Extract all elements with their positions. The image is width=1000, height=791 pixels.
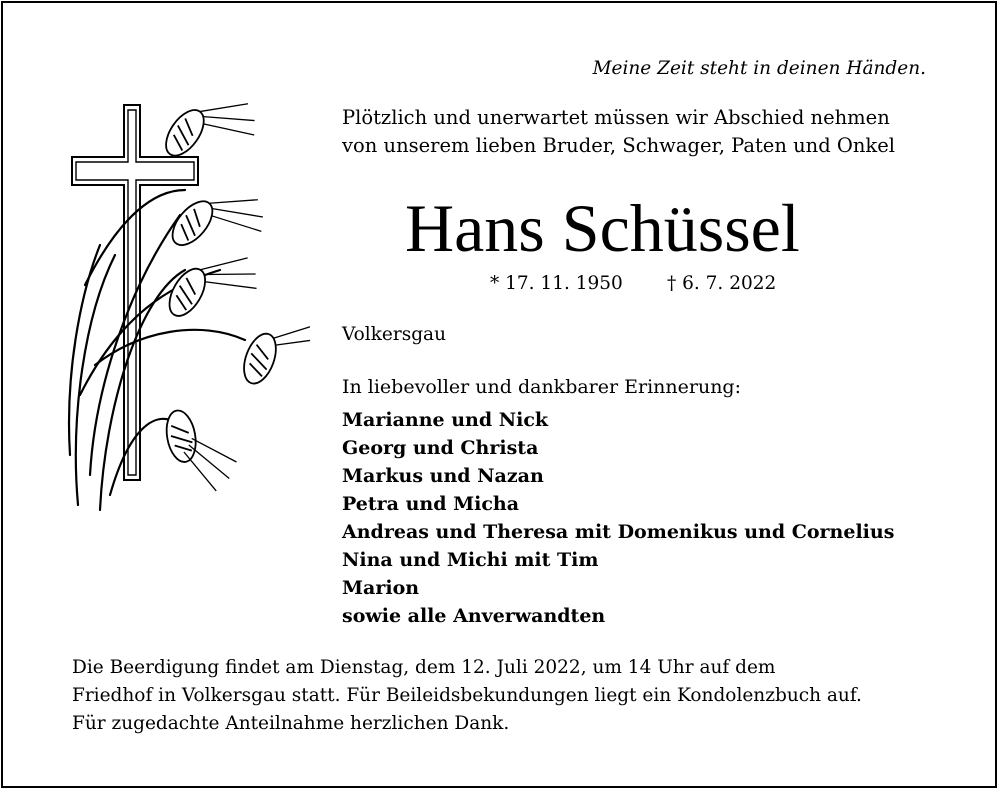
- mourner-item: Georg und Christa: [342, 437, 539, 459]
- funeral-line: Für zugedachte Anteilnahme herzlichen Dank.: [72, 713, 510, 734]
- mourner-item: Marion: [342, 577, 420, 599]
- mourner-item: Petra und Micha: [342, 493, 520, 515]
- deceased-name: Hans Schüssel: [405, 190, 800, 266]
- cross-with-wheat-icon: [60, 95, 310, 520]
- mourner-item: Markus und Nazan: [342, 465, 544, 487]
- motto: Meine Zeit steht in deinen Händen.: [592, 58, 926, 79]
- mourner-item: sowie alle Anverwandten: [342, 605, 606, 627]
- mourner-item: Marianne und Nick: [342, 409, 549, 431]
- intro-text: [342, 104, 895, 160]
- funeral-line: Die Beerdigung findet am Dienstag, dem 12. Juli 2022, um 14 Uhr auf dem: [72, 657, 776, 678]
- death-date: † 6. 7. 2022: [667, 273, 777, 294]
- intro-line: von unserem lieben Bruder, Schwager, Paten und Onkel: [342, 134, 896, 157]
- mourner-item: Nina und Michi mit Tim: [342, 549, 599, 571]
- mourner-item: Andreas und Theresa mit Domenikus und Cornelius: [342, 521, 895, 543]
- funeral-line: Friedhof in Volkersgau statt. Für Beileidsbekundungen liegt ein Kondolenzbuch auf.: [72, 685, 862, 706]
- memory-line: In liebevoller und dankbarer Erinnerung:: [342, 376, 741, 398]
- birth-date: * 17. 11. 1950: [490, 273, 623, 294]
- intro-line: Plötzlich und unerwartet müssen wir Abschied nehmen: [342, 106, 890, 129]
- mourners-list: [342, 406, 894, 630]
- funeral-info: [72, 654, 862, 738]
- place-of-residence: Volkersgau: [342, 324, 446, 345]
